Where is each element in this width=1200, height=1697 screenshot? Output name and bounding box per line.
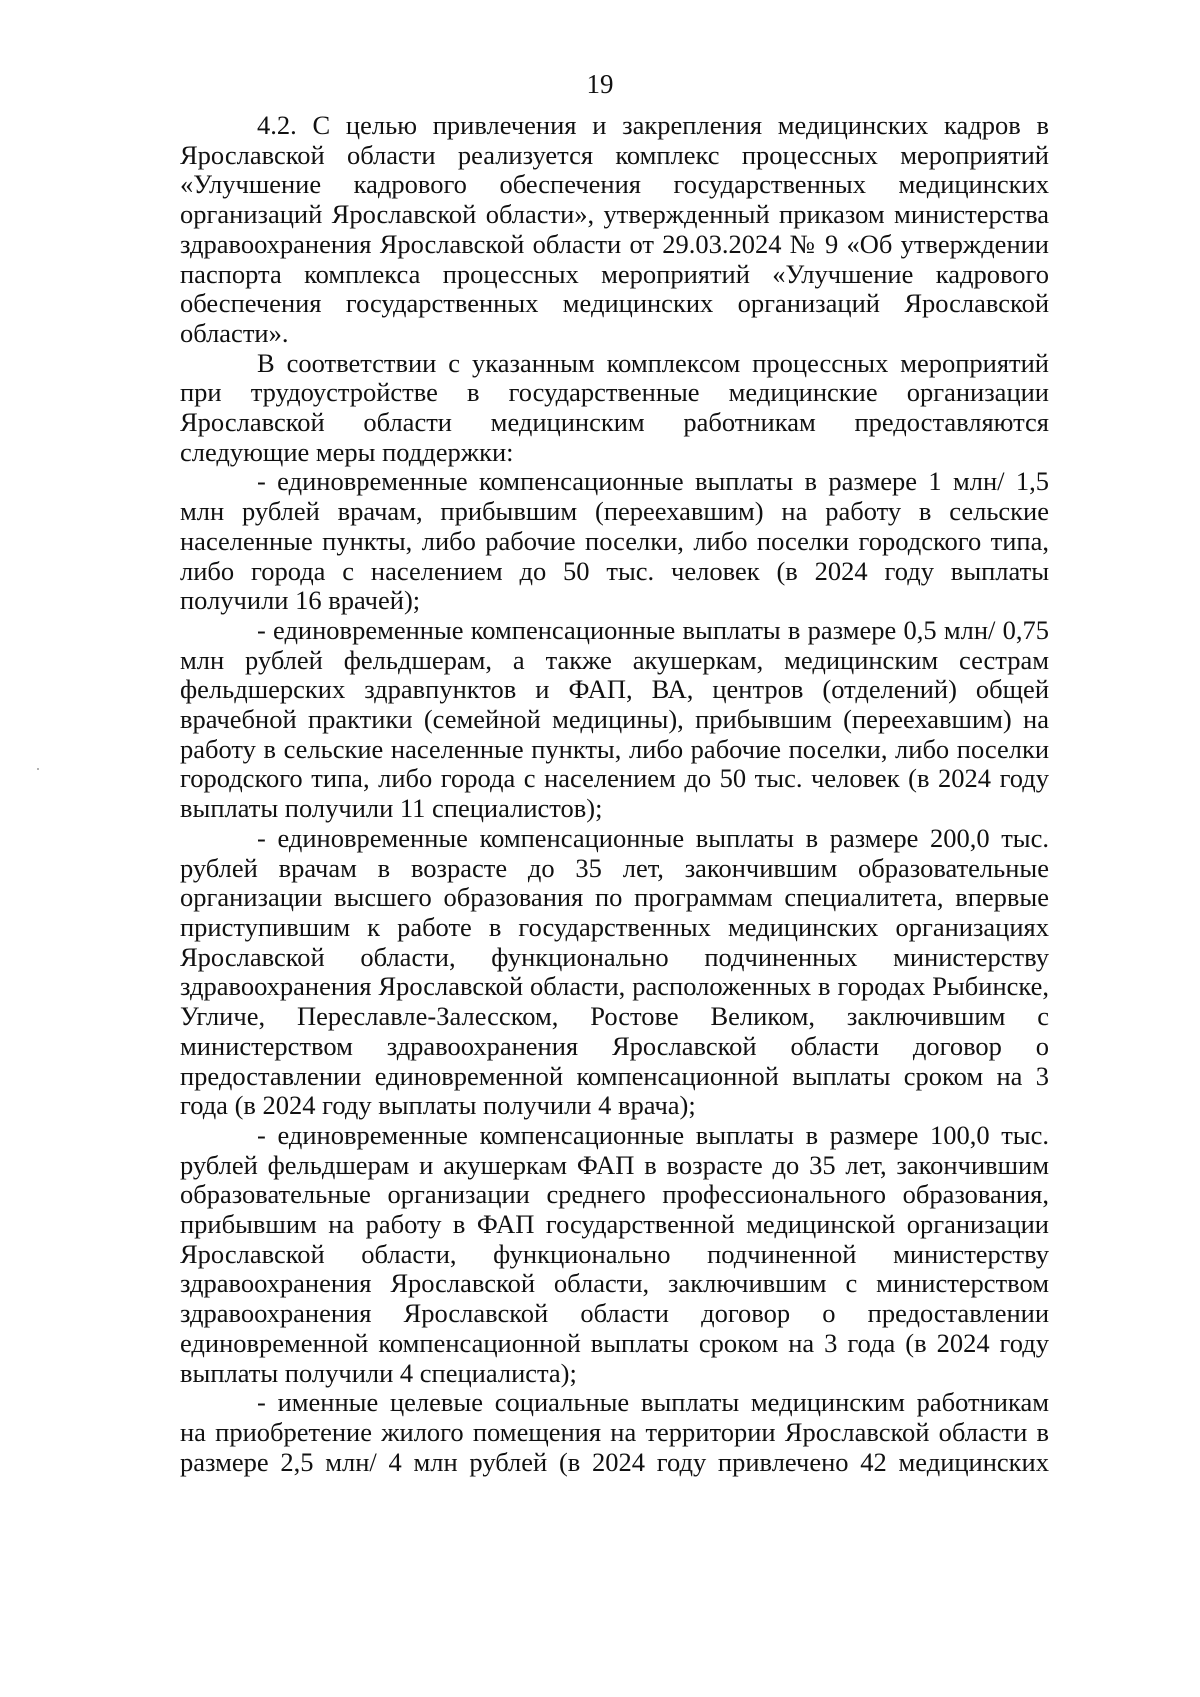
list-item-housing-payments: - именные целевые социальные выплаты медицинским работникам на приобретение жилого помещения на территории Ярославской области в размере 2,5 млн/ 4 млн рублей (в 2024 году привлечено 42 медицинских (180, 1387, 1049, 1477)
list-item-paramedics-payments: - единовременные компенсационные выплаты в размере 0,5 млн/ 0,75 млн рублей фельдшерам, а также акушеркам, медицинским сестрам фельдшерских здравпунктов и ФАП, ВА, центров (отделений) общей врачебной практики (семейной медицины), прибывшим (переехавшим) на работу в сельские населенные пункты, либо рабочие поселки, либо поселки городского типа, либо города с населением до 50 тыс. человек (в 2024 году выплаты получили 11 специалистов); (180, 614, 1049, 824)
list-item-young-doctors-payments: - единовременные компенсационные выплаты в размере 200,0 тыс. рублей врачам в возрасте до 35 лет, закончившим образовательные организации высшего образования по программам специалитета, впервые приступившим к работе в государственных медицинских организациях Ярославской области, функционально подчиненных министерству здравоохранения Ярославской области, расположенных в городах Рыбинске, Угличе, Переславле-Залесском, Ростове Великом, заключившим с министерством здравоохранения Ярославской области договор о предоставлении единовременной компенсационной выплаты сроком на 3 года (в 2024 году выплаты получили 4 врача); (180, 822, 1049, 1121)
list-item-young-paramedics-payments: - единовременные компенсационные выплаты в размере 100,0 тыс. рублей фельдшерам и акушеркам ФАП в возрасте до 35 лет, закончившим образовательные организации среднего профессионального образования, прибывшим на работу в ФАП государственной медицинской организации Ярославской области, функционально подчиненной министерству здравоохранения Ярославской области, заключившим с министерством здравоохранения Ярославской области договор о предоставлении единовременной компенсационной выплаты сроком на 3 года (в 2024 году выплаты получили 4 специалиста); (180, 1119, 1049, 1388)
list-item-doctors-payments: - единовременные компенсационные выплаты в размере 1 млн/ 1,5 млн рублей врачам, прибывшим (переехавшим) на работу в сельские населенные пункты, либо рабочие поселки, либо поселки городского типа, либо города с населением до 50 тыс. человек (в 2024 году выплаты получили 16 врачей); (180, 466, 1049, 616)
paragraph-section-4-2: 4.2. С целью привлечения и закрепления медицинских кадров в Ярославской области реализуется комплекс процессных мероприятий «Улучшение кадрового обеспечения государственных медицинских организаций Ярославской области», утвержденный приказом министерства здравоохранения Ярославской области от 29.03.2024 № 9 «Об утверждении паспорта комплекса процессных мероприятий «Улучшение кадрового обеспечения государственных медицинских организаций Ярославской области». (180, 110, 1049, 348)
document-body (180, 111, 1049, 1477)
paragraph-support-measures-intro: В соответствии с указанным комплексом процессных мероприятий при трудоустройстве в государственные медицинские организации Ярославской области медицинским работникам предоставляются следующие меры поддержки: (180, 347, 1049, 467)
scan-speck (37, 768, 39, 770)
page-number: 19 (586, 69, 614, 99)
